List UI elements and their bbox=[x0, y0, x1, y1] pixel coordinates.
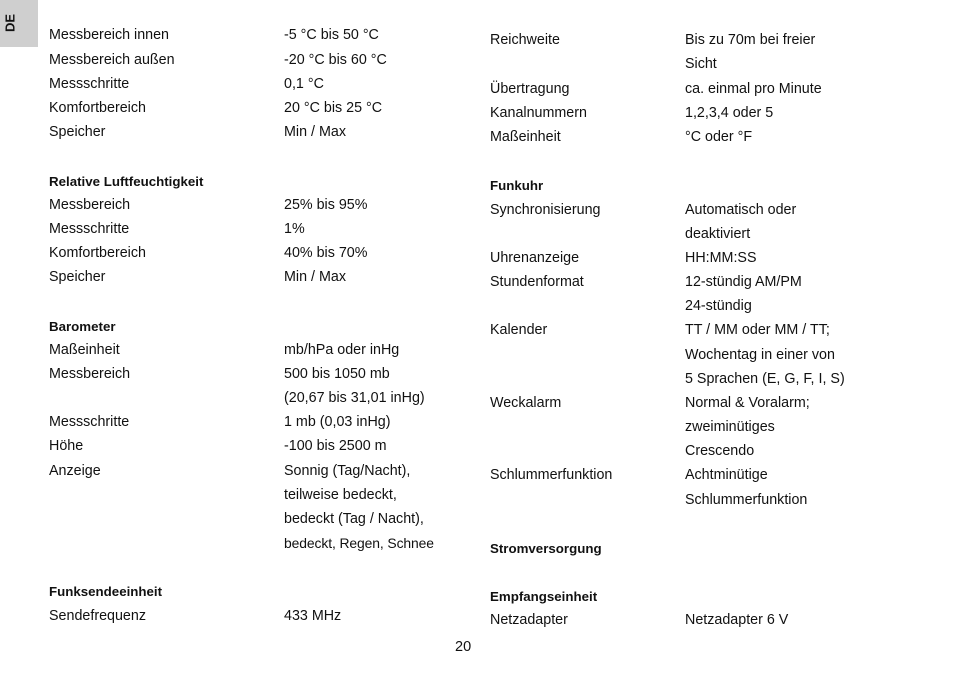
heading-stromversorgung: Stromversorgung bbox=[490, 541, 602, 556]
label-sendefrequenz: Sendefrequenz bbox=[49, 608, 146, 624]
label-messschritte-temp: Messschritte bbox=[49, 76, 130, 92]
value-messbereich-innen: -5 °C bis 50 °C bbox=[284, 27, 379, 43]
label-komfortbereich-hum: Komfortbereich bbox=[49, 245, 146, 261]
value-komfortbereich-hum: 40% bis 70% bbox=[284, 245, 368, 261]
label-speicher-hum: Speicher bbox=[49, 269, 106, 285]
label-anzeige: Anzeige bbox=[49, 463, 101, 479]
value-messschritte-hum: 1% bbox=[284, 221, 305, 237]
value-speicher-temp: Min / Max bbox=[284, 124, 346, 140]
label-messbereich-innen: Messbereich innen bbox=[49, 27, 170, 43]
label-uhrenanzeige: Uhrenanzeige bbox=[490, 250, 580, 266]
value-schlummerfunktion-line-2: Schlummerfunktion bbox=[685, 492, 808, 508]
label-messbereich-baro: Messbereich bbox=[49, 366, 131, 382]
heading-funkuhr: Funkuhr bbox=[490, 178, 544, 193]
label-reichweite: Reichweite bbox=[490, 32, 560, 48]
value-schlummerfunktion-line-1: Achtminütige bbox=[685, 467, 768, 483]
value-messschritte-temp: 0,1 °C bbox=[284, 76, 324, 92]
value-speicher-hum: Min / Max bbox=[284, 269, 346, 285]
value-reichweite-line-2: Sicht bbox=[685, 56, 717, 72]
value-messbereich-aussen: -20 °C bis 60 °C bbox=[284, 52, 387, 68]
language-tab-label: DE bbox=[2, 13, 18, 33]
label-kalender: Kalender bbox=[490, 322, 548, 338]
value-synchronisierung-line-2: deaktiviert bbox=[685, 226, 751, 242]
label-uebertragung: Übertragung bbox=[490, 81, 570, 97]
label-netzadapter: Netzadapter bbox=[490, 612, 568, 628]
label-speicher-temp: Speicher bbox=[49, 124, 106, 140]
value-anzeige-line-4: bedeckt, Regen, Schnee bbox=[284, 535, 434, 551]
label-kanalnummern: Kanalnummern bbox=[490, 105, 587, 121]
heading-empfangseinheit: Empfangseinheit bbox=[490, 589, 598, 604]
value-kalender-line-3: 5 Sprachen (E, G, F, I, S) bbox=[685, 371, 845, 387]
label-masseinheit-baro: Maßeinheit bbox=[49, 342, 120, 358]
label-messschritte-baro: Messschritte bbox=[49, 414, 130, 430]
label-schlummerfunktion: Schlummerfunktion bbox=[490, 467, 613, 483]
label-synchronisierung: Synchronisierung bbox=[490, 202, 601, 218]
value-kalender-line-2: Wochentag in einer von bbox=[685, 347, 835, 363]
value-anzeige-line-2: teilweise bedeckt, bbox=[284, 487, 397, 503]
page-number: 20 bbox=[455, 639, 472, 655]
value-messbereich-baro-inhg: (20,67 bis 31,01 inHg) bbox=[284, 390, 425, 406]
value-uhrenanzeige: HH:MM:SS bbox=[685, 250, 757, 266]
label-komfortbereich-temp: Komfortbereich bbox=[49, 100, 146, 116]
value-weckalarm-line-3: Crescendo bbox=[685, 443, 755, 459]
language-tab bbox=[0, 0, 38, 47]
label-messbereich-aussen: Messbereich außen bbox=[49, 52, 175, 68]
heading-barometer: Barometer bbox=[49, 319, 116, 334]
value-messbereich-hum: 25% bis 95% bbox=[284, 197, 368, 213]
value-weckalarm-line-1: Normal & Voralarm; bbox=[685, 395, 810, 411]
value-kanalnummern: 1,2,3,4 oder 5 bbox=[685, 105, 774, 121]
value-synchronisierung-line-1: Automatisch oder bbox=[685, 202, 797, 218]
label-messschritte-hum: Messschritte bbox=[49, 221, 130, 237]
value-masseinheit-funk: °C oder °F bbox=[685, 129, 753, 145]
label-masseinheit-funk: Maßeinheit bbox=[490, 129, 561, 145]
value-messschritte-baro: 1 mb (0,03 inHg) bbox=[284, 414, 391, 430]
value-hoehe: -100 bis 2500 m bbox=[284, 438, 387, 454]
value-sendefrequenz: 433 MHz bbox=[284, 608, 342, 624]
value-anzeige-line-3: bedeckt (Tag / Nacht), bbox=[284, 511, 424, 527]
value-uebertragung: ca. einmal pro Minute bbox=[685, 81, 822, 97]
value-reichweite-line-1: Bis zu 70m bei freier bbox=[685, 32, 816, 48]
value-weckalarm-line-2: zweiminütiges bbox=[685, 419, 775, 435]
heading-funksendeeinheit: Funksendeeinheit bbox=[49, 584, 163, 599]
value-netzadapter: Netzadapter 6 V bbox=[685, 612, 789, 628]
value-anzeige-line-1: Sonnig (Tag/Nacht), bbox=[284, 463, 411, 479]
value-messbereich-baro-mb: 500 bis 1050 mb bbox=[284, 366, 390, 382]
value-masseinheit-baro: mb/hPa oder inHg bbox=[284, 342, 400, 358]
value-stundenformat-line-1: 12-stündig AM/PM bbox=[685, 274, 802, 290]
label-weckalarm: Weckalarm bbox=[490, 395, 562, 411]
value-kalender-line-1: TT / MM oder MM / TT; bbox=[685, 322, 830, 338]
label-messbereich-hum: Messbereich bbox=[49, 197, 131, 213]
value-komfortbereich-temp: 20 °C bis 25 °C bbox=[284, 100, 383, 116]
value-stundenformat-line-2: 24-stündig bbox=[685, 298, 752, 314]
heading-relative-luftfeuchtigkeit: Relative Luftfeuchtigkeit bbox=[49, 174, 204, 189]
label-stundenformat: Stundenformat bbox=[490, 274, 584, 290]
label-hoehe: Höhe bbox=[49, 438, 84, 454]
